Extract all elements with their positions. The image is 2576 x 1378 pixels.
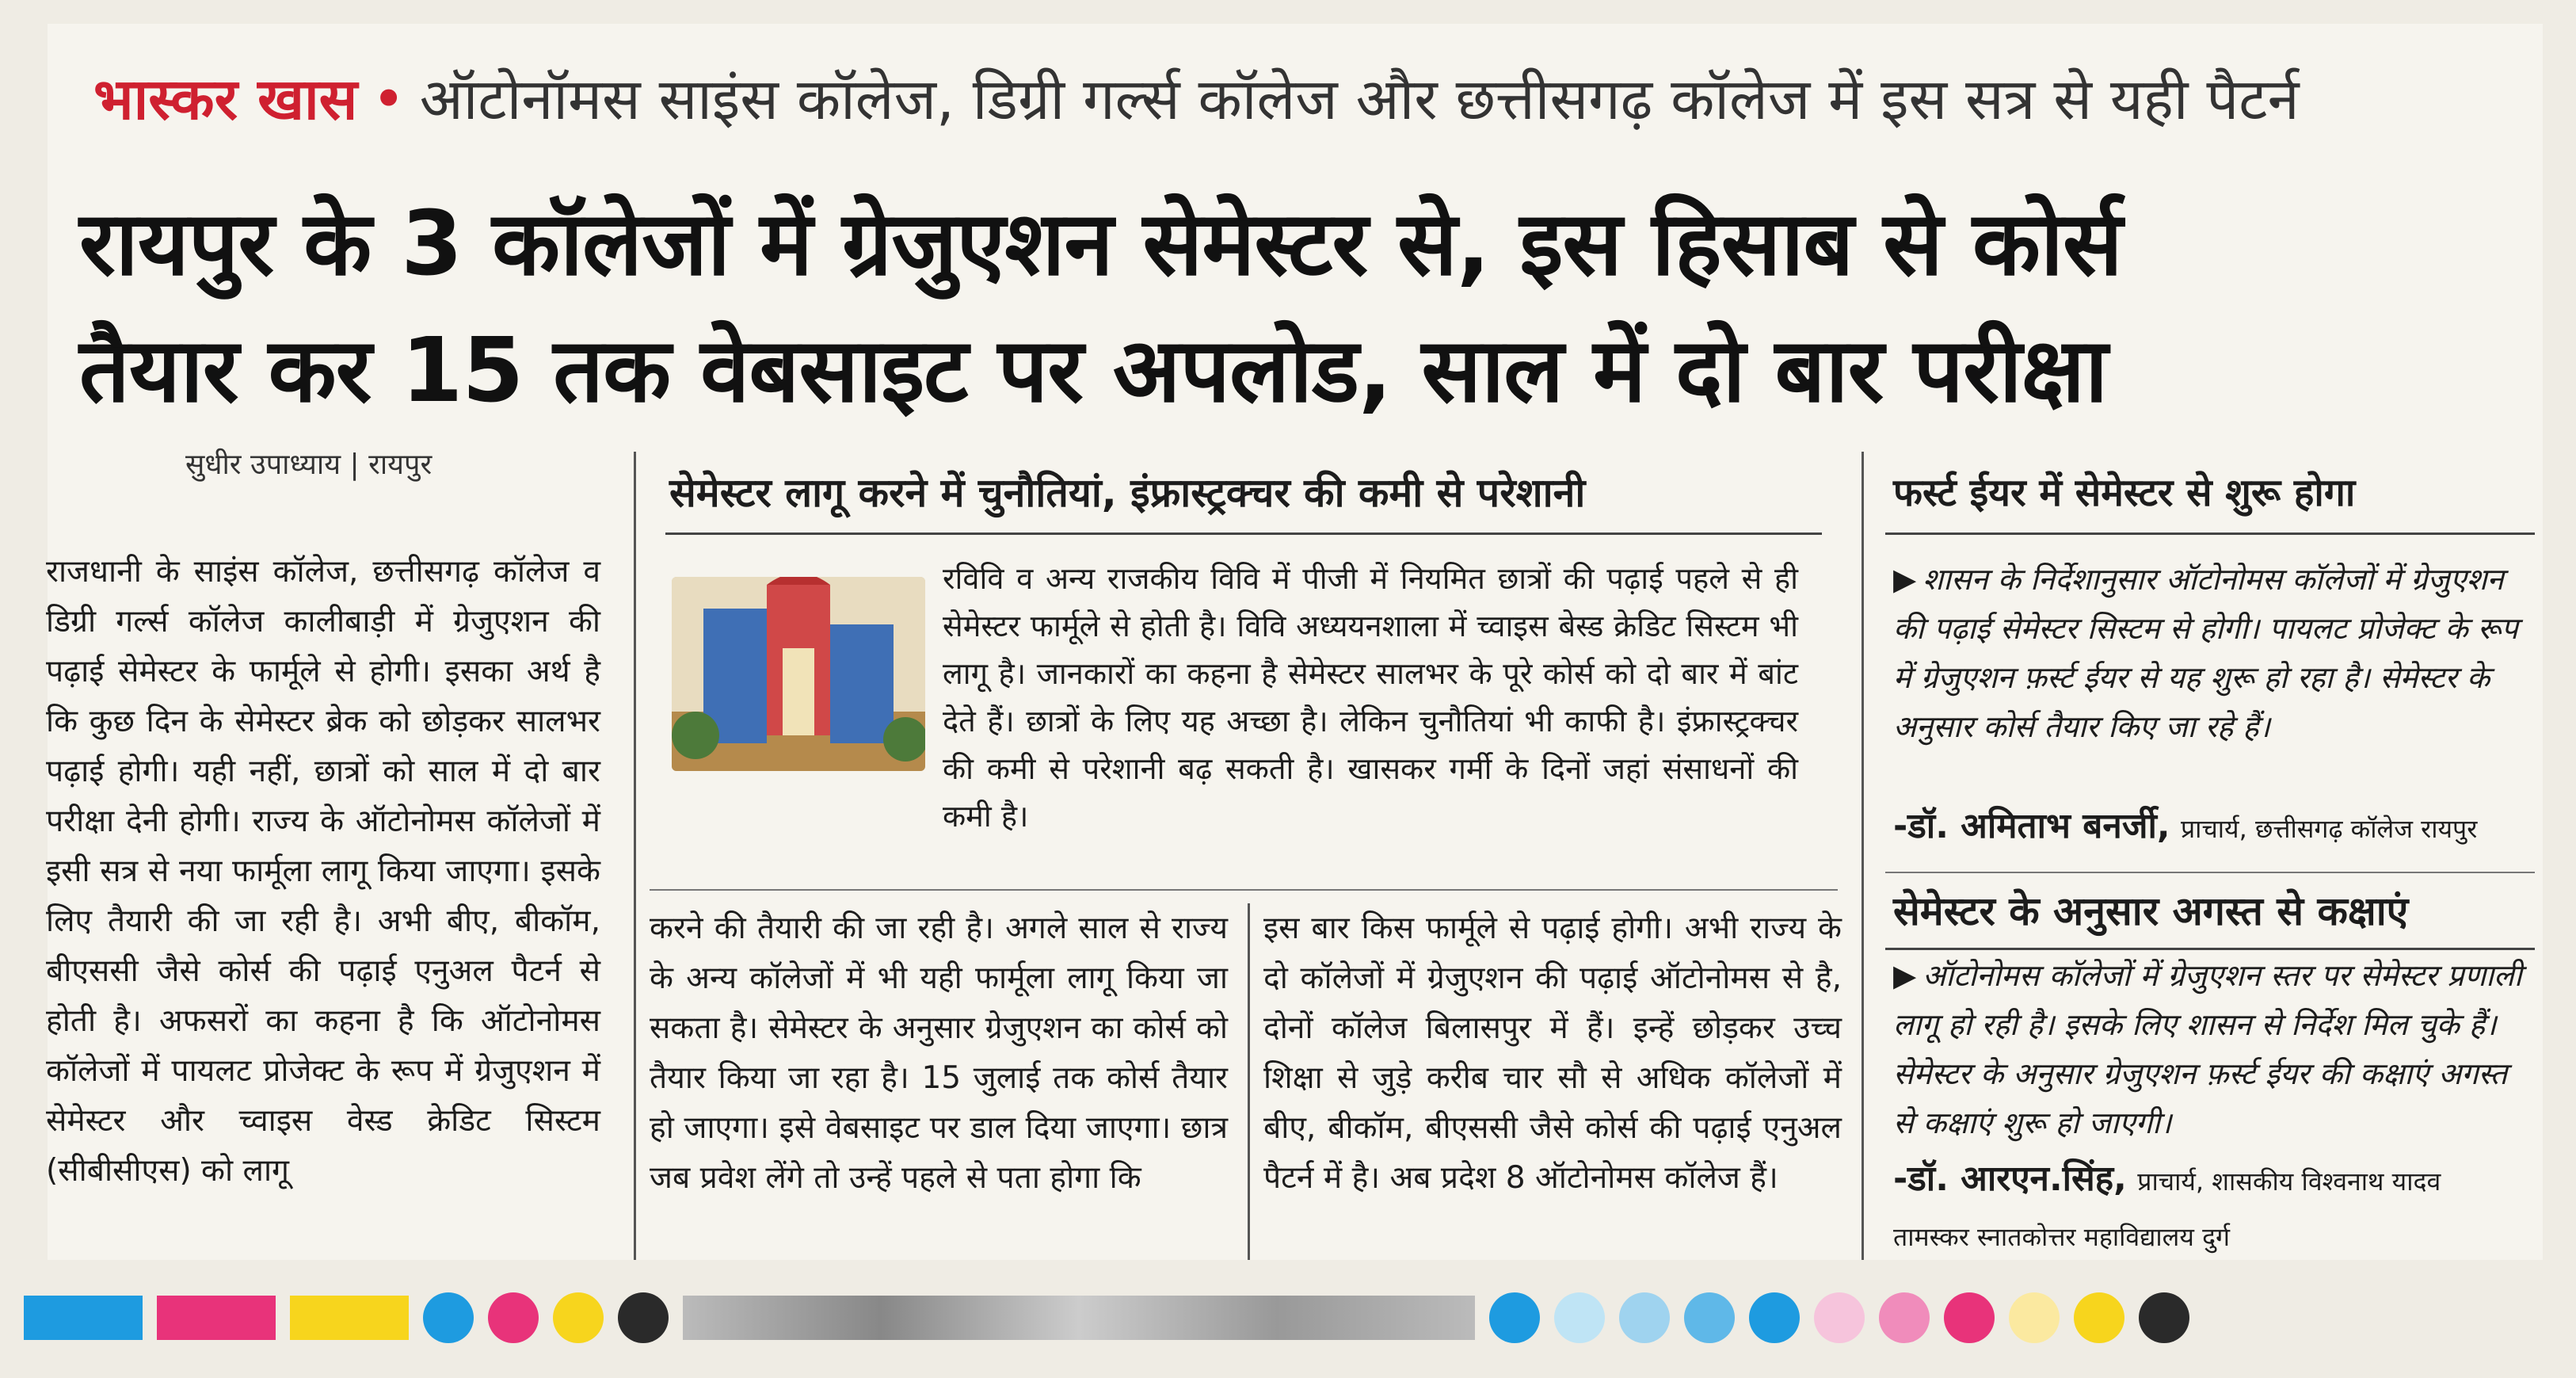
light-cyan-dot [1619, 1292, 1670, 1343]
light-magenta-dot [1814, 1292, 1865, 1343]
kicker-line [93, 55, 2300, 143]
cyan-dot [1684, 1292, 1735, 1343]
sidebar-quote-1-text: शासन के निर्देशानुसार ऑटोनोमस कॉलेजों में ग्रेजुएशन की पढ़ाई सेमेस्टर सिस्टम से होगी। पायलट प्रोजेक्ट के रूप में ग्रेजुएशन फ़र्स्ट ईयर से यह शुरू हो रहा है। सेमेस्टर के अनुसार कोर्स तैयार किए जा रहे हैं। [1893, 562, 2518, 744]
yellow-swatch [290, 1296, 409, 1340]
left-column-text: राजधानी के साइंस कॉलेज, छत्तीसगढ़ कॉलेज व डिग्री गर्ल्स कॉलेज कालीबाड़ी में ग्रेजुएशन की पढ़ाई सेमेस्टर के फार्मूले से होगी। इसका अर्थ है कि कुछ दिन के सेमेस्टर ब्रेक को छोड़कर सालभर पढ़ाई होगी। यही नहीं, छात्रों को साल में दो बार परीक्षा देनी होगी। राज्य के ऑटोनोमस कॉलेजों में इसी सत्र से नया फार्मूला लागू किया जाएगा। इसके लिए तैयारी की जा रही है। अभी बीए, बीकॉम, बीएससी जैसे कोर्स की पढ़ाई एनुअल पैटर्न से होती है। अफसरों का कहना है कि ऑटोनोमस कॉलेजों में पायलट प्रोजेक्ट के रूप में ग्रेजुएशन में सेमेस्टर और च्वाइस वेस्ड क्रेडिट सिस्टम (सीबीसीएस) को लागू [46, 554, 600, 1189]
challenges-heading: सेमेस्टर लागू करने में चुनौतियां, इंफ्रास्ट्रक्चर की कमी से परेशानी [669, 470, 1586, 516]
column-divider [1862, 452, 1864, 1260]
byline: सुधीर उपाध्याय | रायपुर [185, 449, 433, 481]
sidebar-signature-1 [1893, 800, 2477, 855]
yellow-dot [2074, 1292, 2124, 1343]
signatory-name-1: -डॉ. अमिताभ बनर्जी, [1893, 806, 2170, 846]
cyan-dot [1489, 1292, 1540, 1343]
yellow-dot [553, 1292, 604, 1343]
signatory-role-1: प्राचार्य, छत्तीसगढ़ कॉलेज रायपुर [2180, 814, 2478, 844]
printer-color-bar [24, 1290, 2551, 1346]
signatory-role-2-institution: तामस्कर स्नातकोत्तर महाविद्यालय दुर्ग [1893, 1222, 2231, 1252]
headline-line-2: तैयार कर 15 तक वेबसाइट पर अपलोड, साल में दो बार परीक्षा [79, 319, 2108, 422]
byline-location: रायपुर [368, 449, 433, 481]
column-divider [634, 452, 636, 1260]
middle-column-text: करने की तैयारी की जा रही है। अगले साल से राज्य के अन्य कॉलेजों में भी यही फार्मूला लागू किया जा सकता है। सेमेस्टर के अनुसार ग्रेजुएशन का कोर्स को तैयार किया जा रहा है। 15 जुलाई तक कोर्स तैयार हो जाएगा। इसे वेबसाइट पर डाल दिया जाएगा। छात्र जब प्रवेश लेंगे तो उन्हें पहले से पता होगा कि [650, 910, 1228, 1196]
kicker-brand: भास्कर खास [93, 66, 358, 132]
kicker-subtitle: ऑटोनॉमस साइंस कॉलेज, डिग्री गर्ल्स कॉलेज और छत्तीसगढ़ कॉलेज में इस सत्र से यही पैटर्न [419, 66, 2300, 132]
magenta-dot [1879, 1292, 1930, 1343]
section-divider [1885, 872, 2535, 873]
magenta-dot [488, 1292, 539, 1343]
sidebar-quote-2-text: ऑटोनोमस कॉलेजों में ग्रेजुएशन स्तर पर सेमेस्टर प्रणाली लागू हो रही है। इसके लिए शासन से निर्देश मिल चुके हैं। सेमेस्टर के अनुसार ग्रेजुएशन फ़र्स्ट ईयर की कक्षाएं अगस्त से कक्षाएं शुरू हो जाएगी। [1893, 958, 2522, 1140]
cyan-dot [423, 1292, 474, 1343]
light-yellow-dot [2009, 1292, 2060, 1343]
college-building-image [672, 577, 925, 771]
bullet-icon: • [372, 66, 406, 132]
heading-underline [1885, 532, 2535, 535]
quote-marker-icon: ▶ [1893, 958, 1917, 993]
heading-underline [665, 532, 1822, 535]
gray-scale-strip [683, 1296, 1475, 1340]
quote-marker-icon: ▶ [1893, 562, 1917, 597]
light-cyan-dot [1554, 1292, 1605, 1343]
black-dot [618, 1292, 669, 1343]
sidebar-heading-august: सेमेस्टर के अनुसार अगस्त से कक्षाएं [1893, 888, 2409, 934]
signatory-name-2: -डॉ. आरएन.सिंह, [1893, 1159, 2127, 1199]
cyan-swatch [24, 1296, 143, 1340]
signatory-role-2: प्राचार्य, शासकीय विश्वनाथ यादव [2137, 1166, 2441, 1197]
college-building-photo [672, 577, 925, 771]
sidebar-heading-first-year: फर्स्ट ईयर में सेमेस्टर से शुरू होगा [1893, 471, 2356, 515]
column-divider [1248, 903, 1250, 1260]
section-divider [650, 889, 1838, 891]
cyan-dot [1749, 1292, 1800, 1343]
magenta-swatch [157, 1296, 276, 1340]
magenta-dot [1944, 1292, 1995, 1343]
black-dot [2139, 1292, 2189, 1343]
heading-underline [1885, 948, 2535, 950]
headline-line-1: रायपुर के 3 कॉलेजों में ग्रेजुएशन सेमेस्टर से, इस हिसाब से कोर्स [79, 193, 2122, 296]
sidebar-quote-1 [1893, 555, 2527, 751]
sidebar-signature-2-line2 [1893, 1208, 2230, 1263]
sidebar-signature-2 [1893, 1153, 2441, 1208]
byline-author: सुधीर उपाध्याय [185, 449, 341, 481]
challenges-body: रविवि व अन्य राजकीय विवि में पीजी में नियमित छात्रों की पढ़ाई पहले से ही सेमेस्टर फार्मूले से होती है। विवि अध्ययनशाला में च्वाइस बेस्ड क्रेडिट सिस्टम भी लागू है। जानकारों का कहना है सेमेस्टर सालभर के पूरे कोर्स को दो बार में बांट देते हैं। छात्रों के लिए यह अच्छा है। लेकिन चुनौतियां भी काफी है। इंफ्रास्ट्रक्चर की कमी से परेशानी बढ़ सकती है। खासकर गर्मी के दिनों जहां संसाधनों की कमी है। [943, 561, 1798, 834]
sidebar-quote-2 [1893, 951, 2527, 1147]
right-column-text: इस बार किस फार्मूले से पढ़ाई होगी। अभी राज्य के दो कॉलेजों में ग्रेजुएशन की पढ़ाई ऑटोनोमस से है, दोनों कॉलेज बिलासपुर में हैं। इन्हें छोड़कर उच्च शिक्षा से जुड़े करीब चार सौ से अधिक कॉलेजों में बीए, बीकॉम, बीएससी जैसे कोर्स की पढ़ाई एनुअल पैटर्न में है। अब प्रदेश 8 ऑटोनोमस कॉलेज हैं। [1263, 910, 1842, 1196]
